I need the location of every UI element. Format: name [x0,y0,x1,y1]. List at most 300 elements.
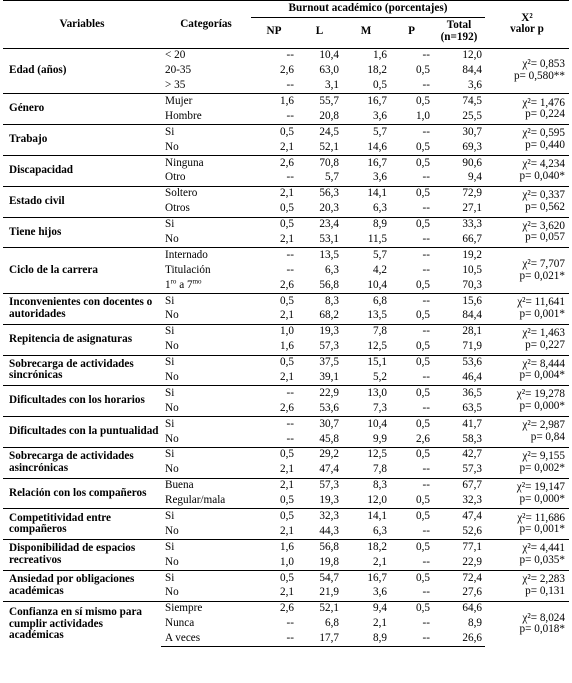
category-cell: Soltero [161,186,251,201]
variable-label: Discapacidad [3,155,161,186]
variable-label: Estado civil [3,186,161,217]
m-cell: 5,7 [342,125,390,140]
chi-square-cell [485,186,569,217]
table-row [3,355,569,370]
p-cell: 0,5 [390,94,433,109]
category-cell: No [165,309,179,322]
p-value: p= 0,580** [513,70,565,83]
np-cell: 0,5 [251,571,297,586]
m-cell: 4,2 [373,263,387,276]
p-cell: -- [390,324,433,339]
p-cell: 0,5 [390,601,433,616]
m-cell: 16,7 [342,94,390,109]
np-cell: 1,0 [251,324,297,339]
p-cell: -- [422,463,430,476]
total-cell: 32,3 [462,494,482,507]
m-cell: 12,5 [342,447,390,462]
p-value: p= 0,040* [519,169,565,182]
m-cell: 14,1 [342,186,390,201]
header-m: M [342,17,390,48]
chi-square-cell [485,478,569,509]
p-value: p= 0,004* [519,369,565,382]
p-cell: -- [422,524,430,537]
l-cell: 17,7 [297,632,342,647]
np-cell: 0,5 [251,294,297,309]
np-cell: 1,0 [280,555,294,568]
category-cell: Nunca [165,617,195,630]
m-cell: 9,4 [342,601,390,616]
np-cell: 1,6 [251,540,297,555]
p-cell: 0,5 [416,64,430,77]
chi-square-value: χ²= 1,476 [522,96,565,109]
np-cell: 2,6 [280,278,294,291]
chi-square-cell [485,48,569,94]
total-cell: 67,7 [433,478,485,493]
p-cell: -- [422,233,430,245]
total-cell: 57,3 [462,463,482,476]
m-cell: 5,7 [342,248,390,263]
l-cell: 53,6 [319,401,339,414]
category-cell: Regular/mala [165,494,226,507]
total-cell: 36,5 [433,386,485,401]
m-cell: 8,3 [342,478,390,493]
l-cell: 13,5 [297,248,342,263]
l-cell: 30,7 [297,417,342,432]
total-cell: 15,6 [433,294,485,309]
chi-square-value: χ²= 7,707 [522,257,565,270]
m-cell: 3,6 [373,109,387,122]
l-cell: 19,8 [319,555,339,568]
l-cell: 56,3 [297,186,342,201]
total-cell: 70,3 [462,278,482,291]
total-cell: 47,4 [433,509,485,524]
category-cell: No [165,555,179,568]
p-value: p= 0,131 [525,584,565,597]
table-row [3,324,569,339]
np-cell: 0,5 [251,217,297,232]
header-chi [485,1,569,49]
chi-square-value: χ²= 1,463 [522,326,565,339]
variable-label: Competitividad entre compañeros [3,509,161,540]
p-value: p= 0,000* [519,400,565,413]
p-cell: 0,5 [416,340,430,353]
table-row [3,48,569,63]
header-p: P [390,17,433,48]
category-cell: No [165,340,179,353]
category-cell: Si [161,386,251,401]
category-cell: No [165,432,179,445]
table-row [3,294,569,309]
p-value: p= 0,035* [519,554,565,567]
p-cell: 2,6 [416,432,430,445]
variable-label: Inconvenientes con docentes o autoridades [3,294,161,325]
np-cell: 2,1 [251,186,297,201]
np-cell: 2,1 [280,524,294,537]
chi-square-value: χ²= 4,234 [522,158,565,171]
table-row [3,447,569,462]
m-cell: 7,8 [342,324,390,339]
chi-square-value: χ²= 3,620 [522,219,565,232]
p-cell: -- [422,617,430,630]
np-cell: -- [251,386,297,401]
total-cell: 74,5 [433,94,485,109]
total-cell: 25,5 [462,109,482,122]
category-cell: Ninguna [161,155,251,170]
variable-label: Relación con los compañeros [3,478,161,509]
chi-square-cell [485,248,569,294]
total-cell: 26,6 [433,632,485,647]
l-cell: 56,8 [297,540,342,555]
chi-square-cell [485,217,569,248]
total-cell: 52,6 [462,524,482,537]
chi-square-value: χ²= 9,155 [522,450,565,463]
l-cell: 55,7 [297,94,342,109]
category-cell: Mujer [161,94,251,109]
category-cell: Si [161,324,251,339]
m-cell: 13,0 [342,386,390,401]
l-cell: 37,5 [297,355,342,370]
category-cell: Si [161,447,251,462]
np-cell: -- [251,48,297,63]
m-cell: 2,1 [373,617,387,630]
p-cell: 0,5 [390,386,433,401]
l-cell: 10,4 [297,48,342,63]
p-cell: -- [390,478,433,493]
table-row [3,601,569,616]
category-cell: $1^{ro}$ a $7^{mo}$ [165,276,202,291]
total-cell: 27,1 [462,202,482,215]
l-cell: 68,2 [319,309,339,322]
m-cell: 6,3 [373,524,387,537]
header-variables: Variables [3,1,161,49]
l-cell: 56,8 [319,278,339,291]
p-cell: 0,5 [390,571,433,586]
p-cell: -- [390,125,433,140]
np-cell: 1,6 [280,340,294,353]
category-cell: No [165,586,179,599]
category-cell: > 35 [165,79,186,92]
header-chi-line1: X² [521,11,533,24]
variable-label: Dificultades con los horarios [3,386,161,417]
chi-square-cell [485,155,569,186]
category-cell: Si [161,294,251,309]
chi-square-cell [485,294,569,325]
l-cell: 3,1 [325,79,339,92]
l-cell: 19,3 [297,324,342,339]
l-cell: 22,9 [297,386,342,401]
total-cell: 28,1 [433,324,485,339]
np-cell: -- [286,432,294,445]
np-cell: -- [286,79,294,92]
np-cell: -- [286,617,294,630]
header-total-line2: (n=192) [440,30,478,43]
p-cell: -- [422,79,430,92]
chi-square-value: χ²= 2,283 [522,573,565,586]
total-cell: 72,4 [433,571,485,586]
np-cell: -- [251,248,297,263]
category-cell: < 20 [161,48,251,63]
table-row [3,509,569,524]
m-cell: 18,2 [367,64,387,77]
p-cell: -- [422,263,430,276]
l-cell: 32,3 [297,509,342,524]
table-row [3,217,569,232]
m-cell: 6,8 [342,294,390,309]
header-categorias: Categorías [161,1,251,49]
category-cell: Si [161,571,251,586]
p-value: p= 0,057 [525,231,565,244]
total-cell: 64,6 [433,601,485,616]
p-value: p= 0,018* [519,623,565,636]
l-cell: 45,8 [319,432,339,445]
m-cell: 12,0 [367,494,387,507]
table-row [3,94,569,109]
p-value: p= 0,000* [519,492,565,505]
m-cell: 2,1 [373,555,387,568]
header-burnout: Burnout académico (porcentajes) [251,1,485,18]
category-cell: Otro [165,171,186,184]
chi-square-value: χ²= 0,595 [522,127,565,140]
chi-square-cell [485,94,569,125]
total-cell: 63,5 [462,401,482,414]
p-value: p= 0,562 [525,200,565,213]
chi-square-cell [485,447,569,478]
p-cell: -- [422,202,430,215]
np-cell: 1,6 [251,94,297,109]
l-cell: 24,5 [297,125,342,140]
total-cell: 19,2 [433,248,485,263]
total-cell: 58,3 [462,432,482,445]
np-cell: 0,5 [251,447,297,462]
p-value: p= 0,440 [525,139,565,152]
variable-label: Sobrecarga de actividades asincrónicas [3,447,161,478]
l-cell: 54,7 [297,571,342,586]
variable-label: Confianza en sí mismo para cumplir actividades académicas [3,601,161,647]
p-cell: -- [422,171,430,184]
category-cell: No [165,524,179,537]
variable-label: Ciclo de la carrera [3,248,161,294]
chi-square-value: χ²= 19,278 [516,388,565,401]
p-value: p= 0,227 [525,338,565,351]
table-row [3,248,569,263]
np-cell: 2,1 [280,371,294,384]
chi-square-value: χ²= 11,641 [517,296,565,309]
np-cell: 0,5 [251,355,297,370]
l-cell: 21,9 [319,586,339,599]
p-cell: 0,5 [390,155,433,170]
np-cell: 2,1 [280,586,294,599]
np-cell: 2,6 [251,601,297,616]
total-cell: 72,9 [433,186,485,201]
l-cell: 44,3 [319,524,339,537]
chi-square-cell [485,355,569,386]
np-cell: -- [286,109,294,122]
chi-square-value: χ²= 19,147 [516,480,565,493]
l-cell: 5,7 [325,171,339,184]
p-cell: -- [390,294,433,309]
chi-square-value: χ²= 0,337 [522,188,565,201]
m-cell: 7,8 [373,463,387,476]
l-cell: 53,1 [319,233,339,245]
l-cell: 57,3 [297,478,342,493]
l-cell: 52,1 [319,140,339,153]
m-cell: 10,4 [342,417,390,432]
l-cell: 57,3 [319,340,339,353]
np-cell: 2,6 [280,64,294,77]
total-cell: 12,0 [433,48,485,63]
l-cell: 6,3 [325,263,339,276]
l-cell: 8,3 [297,294,342,309]
variable-label: Repitencia de asignaturas [3,324,161,355]
p-cell: -- [422,371,430,384]
chi-square-cell [485,540,569,571]
burnout-table [3,0,569,647]
p-cell: -- [390,48,433,63]
p-value: p= 0,001* [519,523,565,536]
np-cell: 2,1 [280,233,294,245]
m-cell: 0,5 [373,79,387,92]
p-cell: 0,5 [390,509,433,524]
variable-label: Edad (años) [3,48,161,94]
l-cell: 39,1 [319,371,339,384]
p-cell: 0,5 [390,417,433,432]
np-cell: -- [286,263,294,276]
total-cell: 69,3 [462,140,482,153]
chi-square-cell [485,417,569,448]
m-cell: 14,1 [342,509,390,524]
np-cell: -- [251,632,297,647]
l-cell: 20,8 [319,109,339,122]
p-cell: 0,5 [390,447,433,462]
category-cell: No [165,140,179,153]
total-cell: 46,4 [462,371,482,384]
table-body [3,48,569,647]
np-cell: 0,5 [251,125,297,140]
np-cell: 2,1 [280,309,294,322]
l-cell: 20,3 [319,202,339,215]
total-cell: 22,9 [462,555,482,568]
m-cell: 1,6 [342,48,390,63]
m-cell: 9,9 [373,432,387,445]
chi-square-cell [485,125,569,156]
p-cell: -- [422,555,430,568]
m-cell: 16,7 [342,155,390,170]
variable-label: Tiene hijos [3,217,161,248]
total-cell: 41,7 [433,417,485,432]
chi-square-value: χ²= 8,024 [522,611,565,624]
table-row [3,155,569,170]
p-value: p= 0,224 [525,108,565,121]
header-np: NP [251,17,297,48]
header-l: L [297,17,342,48]
total-cell: 84,4 [462,64,482,77]
p-value: p= 0,84 [530,431,565,444]
total-cell: 53,6 [433,355,485,370]
np-cell: -- [251,417,297,432]
np-cell: 2,6 [280,401,294,414]
m-cell: 16,7 [342,571,390,586]
category-cell: Hombre [165,109,202,122]
m-cell: 13,5 [367,309,387,322]
m-cell: 3,6 [373,586,387,599]
chi-square-value: χ²= 2,987 [522,419,565,432]
l-cell: 63,0 [319,64,339,77]
chi-square-value: χ²= 8,444 [522,357,565,370]
p-value: p= 0,002* [519,461,565,474]
category-cell: A veces [161,632,251,647]
m-cell: 7,3 [373,401,387,414]
category-cell: No [165,371,179,384]
variable-label: Disponibilidad de espacios recreativos [3,540,161,571]
variable-label: Sobrecarga de actividades sincrónicas [3,355,161,386]
category-cell: 20-35 [165,64,192,77]
p-cell: 0,5 [390,540,433,555]
total-cell: 42,7 [433,447,485,462]
header-chi-line2: valor p [510,23,544,36]
table-row [3,540,569,555]
p-value: p= 0,021* [519,269,565,282]
total-cell: 33,3 [433,217,485,232]
category-cell: Si [161,125,251,140]
p-cell: -- [422,401,430,414]
total-cell: 90,6 [433,155,485,170]
chi-square-cell [485,386,569,417]
total-cell: 10,5 [462,263,482,276]
variable-label: Género [3,94,161,125]
chi-square-cell [485,509,569,540]
chi-square-value: χ²= 0,853 [522,58,565,71]
m-cell: 14,6 [367,140,387,153]
table-row [3,386,569,401]
chi-square-value: χ²= 4,441 [522,542,565,555]
total-cell: 77,1 [433,540,485,555]
np-cell: 0,5 [280,202,294,215]
category-cell: Otros [165,202,190,215]
table-row [3,186,569,201]
chi-square-cell [485,324,569,355]
category-cell: Internado [161,248,251,263]
m-cell: 11,5 [367,233,387,245]
category-cell: Si [161,217,251,232]
total-cell: 3,6 [468,79,482,92]
table-row [3,571,569,586]
m-cell: 18,2 [342,540,390,555]
header-total [433,17,485,48]
m-cell: 15,1 [342,355,390,370]
l-cell: 52,1 [297,601,342,616]
category-cell: Siempre [161,601,251,616]
table-row [3,125,569,140]
header-total-line1: Total [446,19,472,31]
p-cell: 0,5 [416,278,430,291]
category-cell: Titulación [165,263,211,276]
chi-square-cell [485,571,569,602]
p-cell: 0,5 [390,355,433,370]
variable-label: Dificultades con la puntualidad [3,417,161,448]
p-value: p= 0,001* [519,307,565,320]
np-cell: 0,5 [251,509,297,524]
p-cell: -- [390,632,433,647]
np-cell: 2,1 [280,140,294,153]
m-cell: 8,9 [342,217,390,232]
total-cell: 27,6 [462,586,482,599]
np-cell: 2,6 [251,155,297,170]
m-cell: 12,5 [367,340,387,353]
total-cell: 66,7 [462,233,482,245]
m-cell: 3,6 [373,171,387,184]
total-cell: 71,9 [462,340,482,353]
p-cell: 0,5 [416,309,430,322]
